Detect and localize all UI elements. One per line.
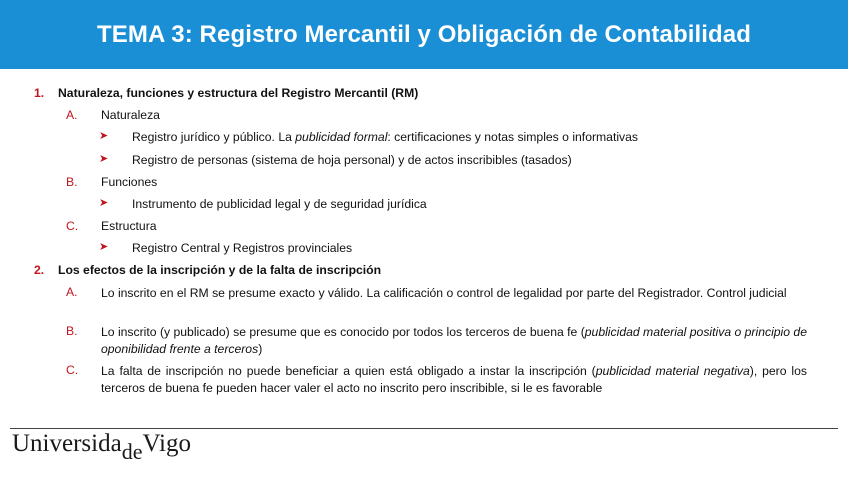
paragraph-letter: C. bbox=[66, 363, 79, 377]
subsection-label: Naturaleza bbox=[101, 108, 160, 122]
paragraph-text: La falta de inscripción no puede beneficiar a quien está obligado a instar la inscripción (publicidad material negativa), pero los terceros de buena fe pueden hacer valer el acto no inscrito pero inscribible, si le es favorable bbox=[101, 364, 807, 395]
arrow-bullet-icon: ➤ bbox=[99, 241, 109, 253]
arrow-bullet-icon: ➤ bbox=[99, 197, 109, 209]
title-banner bbox=[0, 0, 848, 69]
subsection-letter: B. bbox=[66, 175, 78, 189]
section-heading: Los efectos de la inscripción y de la falta de inscripción bbox=[58, 263, 382, 277]
subsection-letter: A. bbox=[66, 108, 78, 122]
arrow-bullet-icon: ➤ bbox=[99, 153, 109, 165]
subsection-label: Funciones bbox=[101, 175, 158, 189]
section-number: 2. bbox=[34, 263, 45, 277]
subsection-letter: C. bbox=[66, 219, 79, 233]
paragraph-letter: B. bbox=[66, 324, 78, 338]
section-heading: Naturaleza, funciones y estructura del Registro Mercantil (RM) bbox=[58, 86, 419, 100]
bullet-text: Registro Central y Registros provinciales bbox=[132, 241, 353, 255]
page-title: TEMA 3: Registro Mercantil y Obligación de Contabilidad bbox=[96, 20, 751, 48]
bullet-text: Registro de personas (sistema de hoja personal) y de actos inscribibles (tasados) bbox=[132, 153, 572, 167]
subsection-label: Estructura bbox=[101, 219, 157, 233]
paragraph-letter: A. bbox=[66, 285, 78, 299]
bullet-text: Instrumento de publicidad legal y de seguridad jurídica bbox=[132, 197, 427, 211]
university-logo: UniversidadeVigo bbox=[12, 430, 191, 464]
bullet-text: Registro jurídico y público. La publicidad formal: certificaciones y notas simples o informativas bbox=[132, 130, 639, 144]
arrow-bullet-icon: ➤ bbox=[99, 130, 109, 142]
paragraph-text: Lo inscrito (y publicado) se presume que es conocido por todos los terceros de buena fe (publicidad material positiva o principio de oponibilidad frente a terceros) bbox=[101, 325, 807, 356]
section-number: 1. bbox=[34, 86, 45, 100]
footer-divider bbox=[10, 428, 838, 429]
paragraph-text: Lo inscrito en el RM se presume exacto y válido. La calificación o control de legalidad por parte del Registrador. Control judicial bbox=[101, 286, 787, 300]
